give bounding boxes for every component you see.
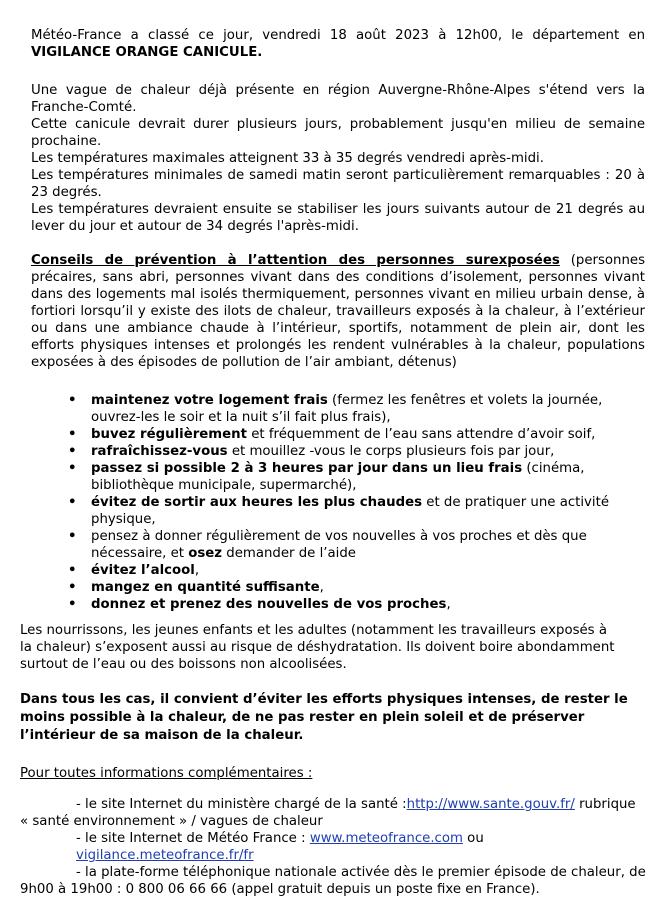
bullet-icon: • — [68, 444, 77, 459]
list-item — [63, 596, 643, 613]
forecast-line: Les températures devraient ensuite se stabiliser les jours suivants autour de 21 degrés au lever du jour et autour de 34 degrés l'après-midi. — [31, 202, 645, 234]
health-prefix: - le site Internet du ministère chargé de la santé : — [76, 797, 407, 812]
list-item-text: et fréquemment de l’eau sans attendre d’avoir soif, — [247, 427, 596, 442]
list-item-text: (cinéma, bibliothèque municipale, supermarché), — [91, 461, 585, 493]
health-line-2: « santé environnement » / vagues de chaleur — [20, 814, 323, 829]
vigilance-alert: VIGILANCE ORANGE CANICULE. — [31, 45, 263, 60]
bullet-icon: • — [68, 529, 77, 544]
list-item — [63, 579, 643, 596]
list-item-bold: donnez et prenez des nouvelles de vos proches — [91, 597, 447, 612]
list-item-bold: maintenez votre logement frais — [91, 393, 328, 408]
forecast-line: Les températures maximales atteignent 33 à 35 degrés vendredi après-midi. — [31, 151, 544, 166]
list-item — [63, 460, 643, 494]
list-item-text: , — [446, 597, 451, 612]
vigilance-link[interactable]: vigilance.meteofrance.fr/fr — [76, 848, 254, 863]
meteo-line — [20, 830, 650, 864]
advice-heading: Conseils de prévention à l’attention des personnes surexposées — [31, 253, 560, 268]
health-site-link[interactable]: http://www.sante.gouv.fr/ — [406, 797, 575, 812]
list-item — [63, 562, 643, 579]
advice-paragraph — [31, 252, 645, 371]
list-item-bold: mangez en quantité suffisante — [91, 580, 320, 595]
phone-line-2: 9h00 à 19h00 : 0 800 06 66 66 (appel gratuit depuis un poste fixe en France). — [20, 882, 540, 897]
info-heading: Pour toutes informations complémentaires : — [20, 766, 313, 781]
list-item — [63, 392, 643, 426]
list-item-text: , — [319, 580, 324, 595]
bullet-icon: • — [68, 427, 77, 442]
list-item-bold: évitez l’alcool — [91, 563, 195, 578]
health-line — [20, 796, 650, 813]
forecast-paragraphs — [31, 82, 645, 235]
bullet-icon: • — [68, 495, 77, 510]
bullet-icon: • — [68, 597, 77, 612]
list-item — [63, 443, 643, 460]
bullet-icon: • — [68, 461, 77, 476]
meteofrance-link[interactable]: www.meteofrance.com — [309, 831, 463, 846]
list-item-text: demander de l’aide — [222, 546, 356, 561]
meteo-or: ou — [462, 831, 484, 846]
info-block — [20, 796, 650, 898]
warning-paragraph: Dans tous les cas, il convient d’éviter les efforts physiques intenses, de rester le moins possible à la chaleur, de ne pas rester en plein soleil et de préserver l’intérieur de sa maison de la chaleur. — [20, 692, 628, 743]
infants-paragraph: Les nourrissons, les jeunes enfants et les adultes (notamment les travailleurs exposés à la chaleur) s’exposent aussi au risque de déshydratation. Ils doivent boire abondamment surtout de l’eau ou des boissons non alcoolisées. — [20, 623, 615, 672]
bullet-icon: • — [68, 580, 77, 595]
phone-line: - la plate-forme téléphonique nationale activée dès le premier épisode de chaleur, de — [76, 865, 646, 880]
list-item-bold: rafraîchissez-vous — [91, 444, 228, 459]
list-item — [63, 494, 643, 528]
list-item — [63, 426, 643, 443]
intro-paragraph — [31, 27, 645, 61]
list-item-text: , — [194, 563, 200, 578]
bullet-icon: • — [68, 393, 77, 408]
list-item-text: (fermez les fenêtres et volets la journée, ouvrez-les le soir et la nuit s’il fait plus frais), — [91, 393, 603, 425]
advice-list — [63, 392, 643, 613]
list-item-bold: buvez régulièrement — [91, 427, 248, 442]
forecast-line: Une vague de chaleur déjà présente en région Auvergne-Rhône-Alpes s'étend vers la Franche-Comté. — [31, 83, 645, 115]
list-item-pre: pensez à donner régulièrement de vos nouvelles à vos proches et dès que nécessaire, et — [91, 529, 587, 561]
list-item-bold: passez si possible 2 à 3 heures par jour dans un lieu frais — [91, 461, 523, 476]
list-item-bold: évitez de sortir aux heures les plus chaudes — [91, 495, 423, 510]
bullet-icon: • — [68, 563, 77, 578]
health-suffix: rubrique — [574, 797, 636, 812]
advice-text: (personnes précaires, sans abri, personnes vivant dans des conditions d’isolement, personnes vivant dans des logements mal isolés thermiquement, personnes vivant en milieu urbain dense, à fortiori lorsqu’il y existe des ilots de chaleur, travailleurs exposés à la chaleur, à l’extérieur ou dans une ambiance chaude à l’intérieur, sportifs, notamment de plein air, dont les efforts physiques intenses et prolongés les rendent vulnérables à la chaleur, populations exposées à des épisodes de pollution de l’air ambiant, détenus) — [31, 253, 646, 370]
intro-text: Météo-France a classé ce jour, vendredi 18 août 2023 à 12h00, le département en — [31, 28, 645, 43]
list-item-text: et mouillez -vous le corps plusieurs fois par jour, — [227, 444, 555, 459]
list-item — [63, 528, 643, 562]
forecast-line: Cette canicule devrait durer plusieurs jours, probablement jusqu'en milieu de semaine prochaine. — [31, 117, 645, 149]
forecast-line: Les températures minimales de samedi matin seront particulièrement remarquables : 20 à 23 degrés. — [31, 168, 645, 200]
meteo-prefix: - le site Internet de Météo France : — [76, 831, 310, 846]
list-item-text: et de pratiquer une activité physique, — [91, 495, 610, 527]
list-item-bold: osez — [188, 546, 223, 561]
